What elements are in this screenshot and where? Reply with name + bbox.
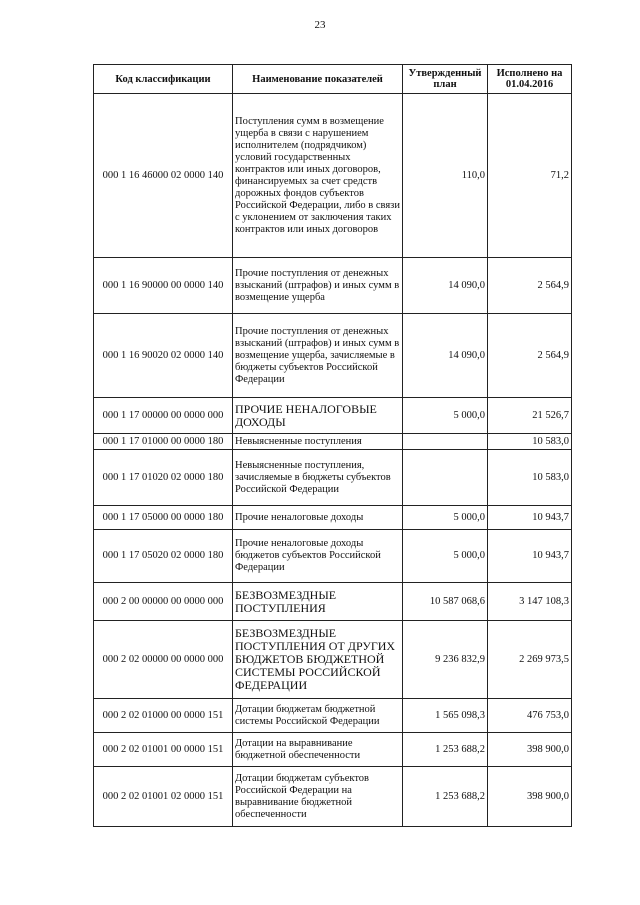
- table-row: [94, 767, 572, 827]
- cell-plan: 10 587 068,6: [403, 583, 488, 621]
- cell-code: 000 2 00 00000 00 0000 000: [94, 583, 233, 621]
- table-row: [94, 258, 572, 314]
- cell-done: 2 269 973,5: [488, 621, 572, 699]
- cell-code: 000 1 17 05020 02 0000 180: [94, 530, 233, 583]
- cell-done: 2 564,9: [488, 314, 572, 398]
- table-row: [94, 94, 572, 258]
- cell-name: Прочие неналоговые доходы бюджетов субъектов Российской Федерации: [233, 530, 403, 583]
- table-row: [94, 699, 572, 733]
- cell-code: 000 1 17 01020 02 0000 180: [94, 450, 233, 506]
- cell-done: 21 526,7: [488, 398, 572, 434]
- table-row: [94, 530, 572, 583]
- cell-done: 398 900,0: [488, 733, 572, 767]
- cell-name: Прочие поступления от денежных взысканий (штрафов) и иных сумм в возмещение ущерба, зачисляемые в бюджеты субъектов Российской Федерации: [233, 314, 403, 398]
- cell-plan: 5 000,0: [403, 530, 488, 583]
- cell-name: Невыясненные поступления, зачисляемые в бюджеты субъектов Российской Федерации: [233, 450, 403, 506]
- cell-plan: 1 253 688,2: [403, 733, 488, 767]
- cell-done: 10 583,0: [488, 450, 572, 506]
- cell-code: 000 1 17 05000 00 0000 180: [94, 506, 233, 530]
- cell-plan: [403, 434, 488, 450]
- cell-name: Прочие поступления от денежных взысканий (штрафов) и иных сумм в возмещение ущерба: [233, 258, 403, 314]
- cell-name: Прочие неналоговые доходы: [233, 506, 403, 530]
- cell-name: ПРОЧИЕ НЕНАЛОГОВЫЕ ДОХОДЫ: [233, 398, 403, 434]
- header-name: Наименование показателей: [233, 65, 403, 94]
- table-row: [94, 733, 572, 767]
- cell-done: 10 943,7: [488, 506, 572, 530]
- cell-code: 000 1 17 00000 00 0000 000: [94, 398, 233, 434]
- cell-done: 3 147 108,3: [488, 583, 572, 621]
- cell-plan: 14 090,0: [403, 314, 488, 398]
- header-code: Код классификации: [94, 65, 233, 94]
- table-row: [94, 398, 572, 434]
- table-row: [94, 434, 572, 450]
- table-row: [94, 506, 572, 530]
- cell-done: 398 900,0: [488, 767, 572, 827]
- cell-plan: 5 000,0: [403, 506, 488, 530]
- cell-plan: 1 253 688,2: [403, 767, 488, 827]
- cell-done: 71,2: [488, 94, 572, 258]
- page-number: 23: [314, 19, 326, 31]
- cell-name: Дотации бюджетам бюджетной системы Российской Федерации: [233, 699, 403, 733]
- cell-done: 10 943,7: [488, 530, 572, 583]
- cell-code: 000 1 17 01000 00 0000 180: [94, 434, 233, 450]
- cell-code: 000 2 02 01001 02 0000 151: [94, 767, 233, 827]
- cell-done: 476 753,0: [488, 699, 572, 733]
- cell-name: БЕЗВОЗМЕЗДНЫЕ ПОСТУПЛЕНИЯ ОТ ДРУГИХ БЮДЖЕТОВ БЮДЖЕТНОЙ СИСТЕМЫ РОССИЙСКОЙ ФЕДЕРАЦИИ: [233, 621, 403, 699]
- cell-name: Дотации на выравнивание бюджетной обеспеченности: [233, 733, 403, 767]
- cell-name: Невыясненные поступления: [233, 434, 403, 450]
- cell-name: БЕЗВОЗМЕЗДНЫЕ ПОСТУПЛЕНИЯ: [233, 583, 403, 621]
- header-done: Исполнено на 01.04.2016: [488, 65, 572, 94]
- cell-done: 2 564,9: [488, 258, 572, 314]
- cell-plan: [403, 450, 488, 506]
- cell-plan: 14 090,0: [403, 258, 488, 314]
- cell-code: 000 1 16 46000 02 0000 140: [94, 94, 233, 258]
- table-row: [94, 621, 572, 699]
- cell-done: 10 583,0: [488, 434, 572, 450]
- table-row: [94, 583, 572, 621]
- cell-code: 000 2 02 01001 00 0000 151: [94, 733, 233, 767]
- cell-code: 000 1 16 90020 02 0000 140: [94, 314, 233, 398]
- cell-code: 000 2 02 00000 00 0000 000: [94, 621, 233, 699]
- cell-name: Дотации бюджетам субъектов Российской Федерации на выравнивание бюджетной обеспеченности: [233, 767, 403, 827]
- cell-plan: 1 565 098,3: [403, 699, 488, 733]
- budget-table: [93, 64, 572, 827]
- cell-code: 000 2 02 01000 00 0000 151: [94, 699, 233, 733]
- header-plan: Утвержденный план: [403, 65, 488, 94]
- table-row: [94, 314, 572, 398]
- cell-code: 000 1 16 90000 00 0000 140: [94, 258, 233, 314]
- cell-plan: 9 236 832,9: [403, 621, 488, 699]
- cell-plan: 110,0: [403, 94, 488, 258]
- table-row: [94, 450, 572, 506]
- table-header-row: [94, 65, 572, 94]
- cell-name: Поступления сумм в возмещение ущерба в связи с нарушением исполнителем (подрядчиком) условий государственных контрактов или иных договоров, финансируемых за счет средств дорожных фондов субъектов Российской Федерации, либо в связи с уклонением от заключения таких контрактов или иных договоров: [233, 94, 403, 258]
- cell-plan: 5 000,0: [403, 398, 488, 434]
